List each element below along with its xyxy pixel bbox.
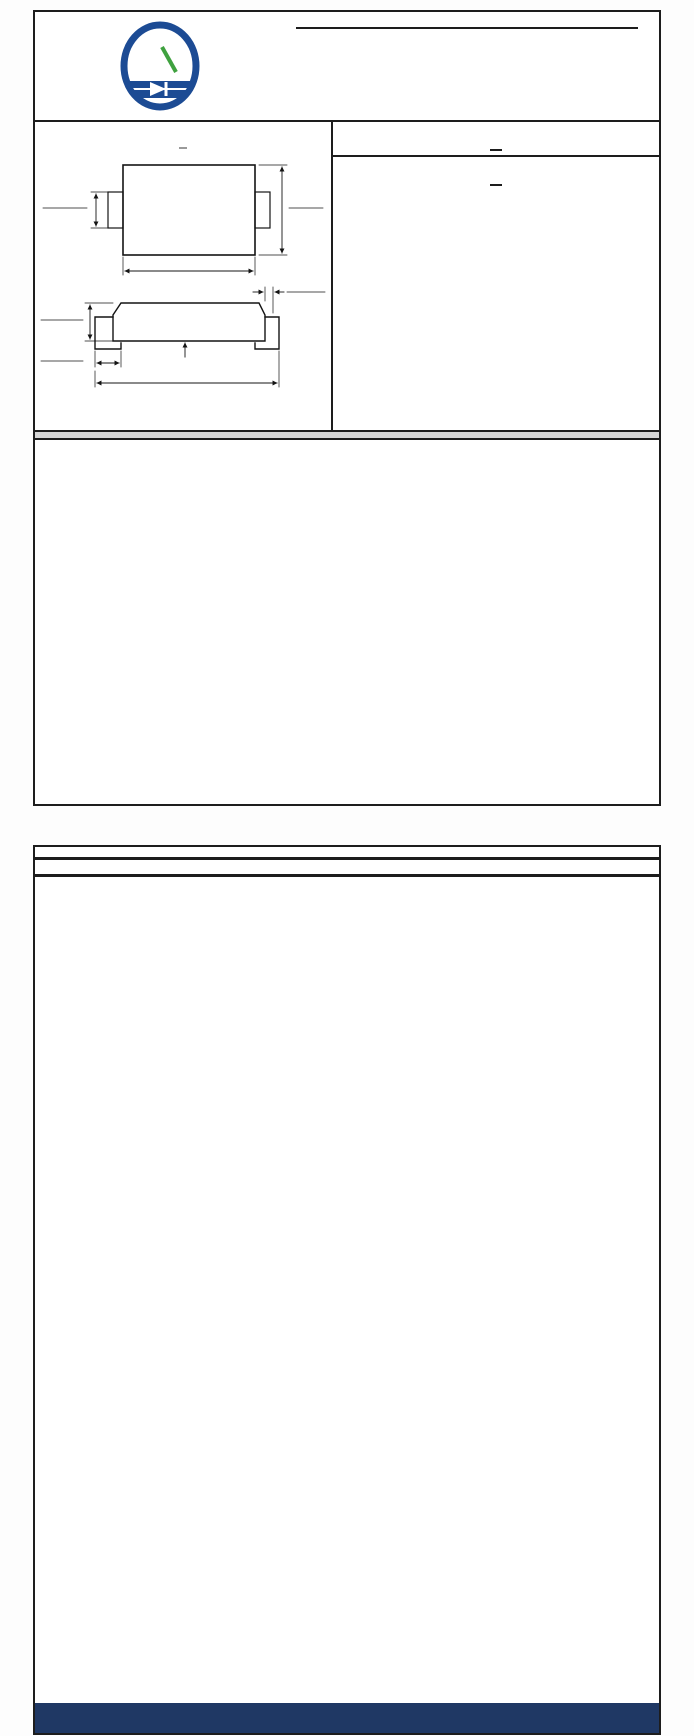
page-2 (33, 845, 661, 1735)
drawing-and-features (35, 122, 659, 432)
header (35, 12, 659, 122)
ratings-header-bar (35, 432, 659, 440)
features-heading (333, 132, 659, 147)
mechanical-section (333, 155, 659, 182)
mechanical-heading (333, 167, 659, 182)
header-text (285, 12, 659, 120)
table-notes (35, 449, 659, 453)
features-mechanical-panel (333, 122, 659, 430)
figures-grid (35, 877, 659, 895)
company-logo-icon (117, 20, 203, 112)
package-drawing-panel (35, 122, 333, 430)
package-name (35, 130, 331, 145)
page-1 (33, 10, 661, 806)
logo-wrap (35, 12, 285, 120)
package-outline-drawing (35, 145, 328, 407)
title-rule (296, 27, 638, 29)
curves-heading (35, 857, 659, 877)
footer-bar (35, 1703, 659, 1733)
ratings-intro (35, 440, 659, 445)
